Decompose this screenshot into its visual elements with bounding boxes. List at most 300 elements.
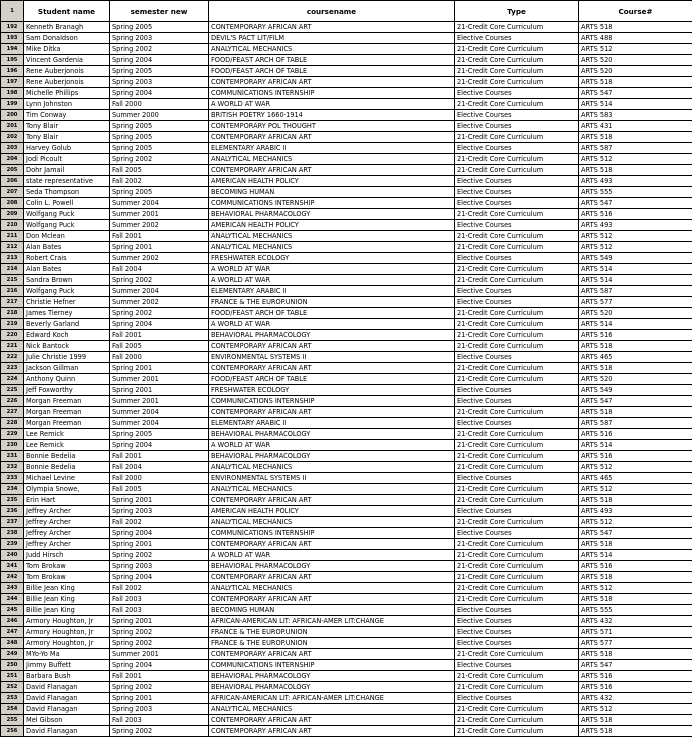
type-cell[interactable]: 21-Credit Core Curriculum [455, 55, 579, 66]
course-number-cell[interactable]: ARTS 512 [579, 517, 692, 528]
type-cell[interactable]: 21-Credit Core Curriculum [455, 22, 579, 33]
coursename-cell[interactable]: ELEMENTARY ARABIC II [209, 286, 455, 297]
coursename-cell[interactable]: CONTEMPORARY AFRICAN ART [209, 572, 455, 583]
semester-cell[interactable]: Spring 2005 [110, 132, 209, 143]
student-name-cell[interactable]: Christie Hefner [24, 297, 110, 308]
type-cell[interactable]: 21-Credit Core Curriculum [455, 671, 579, 682]
course-number-cell[interactable]: ARTS 465 [579, 473, 692, 484]
row-header[interactable]: 230 [1, 440, 24, 451]
type-cell[interactable]: 21-Credit Core Curriculum [455, 649, 579, 660]
type-cell[interactable]: 21-Credit Core Curriculum [455, 275, 579, 286]
course-number-cell[interactable]: ARTS 547 [579, 528, 692, 539]
coursename-cell[interactable]: FRESHWATER ECOLOGY [209, 385, 455, 396]
type-cell[interactable]: 21-Credit Core Curriculum [455, 462, 579, 473]
type-cell[interactable]: Elective Courses [455, 33, 579, 44]
student-name-cell[interactable]: Harvey Golub [24, 143, 110, 154]
semester-cell[interactable]: Spring 2002 [110, 550, 209, 561]
row-header[interactable]: 256 [1, 726, 24, 737]
type-cell[interactable]: 21-Credit Core Curriculum [455, 539, 579, 550]
semester-cell[interactable]: Summer 2001 [110, 209, 209, 220]
row-header[interactable]: 203 [1, 143, 24, 154]
semester-cell[interactable]: Spring 2005 [110, 429, 209, 440]
type-cell[interactable]: 21-Credit Core Curriculum [455, 132, 579, 143]
row-header[interactable]: 235 [1, 495, 24, 506]
student-name-cell[interactable]: Billie Jean King [24, 583, 110, 594]
row-header[interactable]: 194 [1, 44, 24, 55]
row-header[interactable]: 225 [1, 385, 24, 396]
type-cell[interactable]: Elective Courses [455, 660, 579, 671]
coursename-cell[interactable]: ANALYTICAL MECHANICS [209, 242, 455, 253]
row-header[interactable]: 205 [1, 165, 24, 176]
type-cell[interactable]: 21-Credit Core Curriculum [455, 374, 579, 385]
semester-cell[interactable]: Spring 2001 [110, 539, 209, 550]
course-number-cell[interactable]: ARTS 518 [579, 363, 692, 374]
coursename-cell[interactable]: ENVIRONMENTAL SYSTEMS II [209, 473, 455, 484]
row-header[interactable]: 223 [1, 363, 24, 374]
type-cell[interactable]: Elective Courses [455, 528, 579, 539]
course-number-cell[interactable]: ARTS 512 [579, 154, 692, 165]
row-header[interactable]: 215 [1, 275, 24, 286]
coursename-cell[interactable]: FOOD/FEAST ARCH OF TABLE [209, 55, 455, 66]
semester-cell[interactable]: Fall 2004 [110, 264, 209, 275]
student-name-cell[interactable]: Lynn Johnston [24, 99, 110, 110]
semester-cell[interactable]: Fall 2002 [110, 583, 209, 594]
column-header-type[interactable]: Type [455, 1, 579, 22]
type-cell[interactable]: 21-Credit Core Curriculum [455, 209, 579, 220]
type-cell[interactable]: 21-Credit Core Curriculum [455, 726, 579, 737]
coursename-cell[interactable]: FRANCE & THE EUROP.UNION [209, 627, 455, 638]
student-name-cell[interactable]: Wolfgang Puck [24, 286, 110, 297]
course-number-cell[interactable]: ARTS 493 [579, 176, 692, 187]
student-name-cell[interactable]: Armory Houghton, Jr [24, 616, 110, 627]
coursename-cell[interactable]: COMMUNICATIONS INTERNSHIP [209, 396, 455, 407]
student-name-cell[interactable]: Alan Bates [24, 242, 110, 253]
coursename-cell[interactable]: ANALYTICAL MECHANICS [209, 704, 455, 715]
student-name-cell[interactable]: Jeffrey Archer [24, 528, 110, 539]
student-name-cell[interactable]: Dohr Jamail [24, 165, 110, 176]
student-name-cell[interactable]: David Flanagan [24, 726, 110, 737]
semester-cell[interactable]: Spring 2005 [110, 187, 209, 198]
student-name-cell[interactable]: Armory Houghton, Jr [24, 627, 110, 638]
row-header[interactable]: 216 [1, 286, 24, 297]
student-name-cell[interactable]: Kenneth Branagh [24, 22, 110, 33]
student-name-cell[interactable]: Julie Christie 1999 [24, 352, 110, 363]
coursename-cell[interactable]: COMMUNICATIONS INTERNSHIP [209, 88, 455, 99]
student-name-cell[interactable]: Barbara Bush [24, 671, 110, 682]
type-cell[interactable]: Elective Courses [455, 418, 579, 429]
type-cell[interactable]: 21-Credit Core Curriculum [455, 484, 579, 495]
type-cell[interactable]: 21-Credit Core Curriculum [455, 704, 579, 715]
row-header[interactable]: 196 [1, 66, 24, 77]
row-header[interactable]: 250 [1, 660, 24, 671]
student-name-cell[interactable]: Morgan Freeman [24, 418, 110, 429]
course-number-cell[interactable]: ARTS 516 [579, 330, 692, 341]
coursename-cell[interactable]: BECOMING HUMAN [209, 187, 455, 198]
coursename-cell[interactable]: AMERICAN HEALTH POLICY [209, 176, 455, 187]
coursename-cell[interactable]: CONTEMPORARY AFRICAN ART [209, 363, 455, 374]
student-name-cell[interactable]: Jackson Gillman [24, 363, 110, 374]
type-cell[interactable]: 21-Credit Core Curriculum [455, 363, 579, 374]
student-name-cell[interactable]: Don Mclean [24, 231, 110, 242]
row-header[interactable]: 198 [1, 88, 24, 99]
semester-cell[interactable]: Spring 2004 [110, 440, 209, 451]
row-header[interactable]: 211 [1, 231, 24, 242]
student-name-cell[interactable]: Bonnie Bedelia [24, 451, 110, 462]
type-cell[interactable]: 21-Credit Core Curriculum [455, 231, 579, 242]
coursename-cell[interactable]: ANALYTICAL MECHANICS [209, 462, 455, 473]
course-number-cell[interactable]: ARTS 577 [579, 297, 692, 308]
course-number-cell[interactable]: ARTS 516 [579, 682, 692, 693]
type-cell[interactable]: Elective Courses [455, 396, 579, 407]
coursename-cell[interactable]: ANALYTICAL MECHANICS [209, 231, 455, 242]
row-header[interactable]: 204 [1, 154, 24, 165]
type-cell[interactable]: Elective Courses [455, 121, 579, 132]
student-name-cell[interactable]: James Tierney [24, 308, 110, 319]
coursename-cell[interactable]: FRANCE & THE EUROP.UNION [209, 297, 455, 308]
semester-cell[interactable]: Fall 2005 [110, 341, 209, 352]
type-cell[interactable]: Elective Courses [455, 88, 579, 99]
semester-cell[interactable]: Fall 2001 [110, 671, 209, 682]
row-header[interactable]: 247 [1, 627, 24, 638]
semester-cell[interactable]: Spring 2004 [110, 572, 209, 583]
course-number-cell[interactable]: ARTS 547 [579, 396, 692, 407]
coursename-cell[interactable]: AMERICAN HEALTH POLICY [209, 506, 455, 517]
coursename-cell[interactable]: BEHAVIORAL PHARMACOLOGY [209, 682, 455, 693]
course-number-cell[interactable]: ARTS 518 [579, 649, 692, 660]
coursename-cell[interactable]: ELEMENTARY ARABIC II [209, 143, 455, 154]
type-cell[interactable]: Elective Courses [455, 616, 579, 627]
coursename-cell[interactable]: FOOD/FEAST ARCH OF TABLE [209, 374, 455, 385]
row-header[interactable]: 254 [1, 704, 24, 715]
row-header[interactable]: 192 [1, 22, 24, 33]
course-number-cell[interactable]: ARTS 518 [579, 715, 692, 726]
student-name-cell[interactable]: Beverly Garland [24, 319, 110, 330]
row-header[interactable]: 236 [1, 506, 24, 517]
coursename-cell[interactable]: CONTEMPORARY AFRICAN ART [209, 77, 455, 88]
row-header[interactable]: 201 [1, 121, 24, 132]
row-header[interactable]: 220 [1, 330, 24, 341]
course-number-cell[interactable]: ARTS 549 [579, 253, 692, 264]
course-number-cell[interactable]: ARTS 547 [579, 88, 692, 99]
student-name-cell[interactable]: Michelle Phillips [24, 88, 110, 99]
row-header[interactable]: 248 [1, 638, 24, 649]
row-header[interactable]: 210 [1, 220, 24, 231]
student-name-cell[interactable]: David Flanagan [24, 704, 110, 715]
row-header[interactable]: 202 [1, 132, 24, 143]
student-name-cell[interactable]: Armory Houghton, Jr [24, 638, 110, 649]
student-name-cell[interactable]: Morgan Freeman [24, 407, 110, 418]
row-header[interactable]: 233 [1, 473, 24, 484]
coursename-cell[interactable]: ANALYTICAL MECHANICS [209, 44, 455, 55]
course-number-cell[interactable]: ARTS 516 [579, 451, 692, 462]
column-header-student-name[interactable]: Student name [24, 1, 110, 22]
semester-cell[interactable]: Spring 2005 [110, 143, 209, 154]
course-number-cell[interactable]: ARTS 518 [579, 341, 692, 352]
coursename-cell[interactable]: ENVIRONMENTAL SYSTEMS II [209, 352, 455, 363]
row-header[interactable]: 1 [1, 1, 24, 22]
row-header[interactable]: 212 [1, 242, 24, 253]
semester-cell[interactable]: Summer 2004 [110, 198, 209, 209]
course-number-cell[interactable]: ARTS 547 [579, 660, 692, 671]
type-cell[interactable]: 21-Credit Core Curriculum [455, 341, 579, 352]
semester-cell[interactable]: Fall 2002 [110, 176, 209, 187]
course-number-cell[interactable]: ARTS 549 [579, 385, 692, 396]
semester-cell[interactable]: Spring 2001 [110, 495, 209, 506]
semester-cell[interactable]: Spring 2003 [110, 33, 209, 44]
student-name-cell[interactable]: David Flanagan [24, 693, 110, 704]
semester-cell[interactable]: Summer 2000 [110, 110, 209, 121]
student-name-cell[interactable]: MYo-Yo Ma [24, 649, 110, 660]
semester-cell[interactable]: Spring 2003 [110, 506, 209, 517]
course-number-cell[interactable]: ARTS 587 [579, 286, 692, 297]
coursename-cell[interactable]: A WORLD AT WAR [209, 319, 455, 330]
type-cell[interactable]: 21-Credit Core Curriculum [455, 44, 579, 55]
row-header[interactable]: 238 [1, 528, 24, 539]
row-header[interactable]: 232 [1, 462, 24, 473]
student-name-cell[interactable]: Morgan Freeman [24, 396, 110, 407]
column-header-semester[interactable]: semester new [110, 1, 209, 22]
coursename-cell[interactable]: AFRICAN-AMERICAN LIT: AFRICAN-AMER LIT:CHANGE [209, 616, 455, 627]
semester-cell[interactable]: Summer 2004 [110, 407, 209, 418]
row-header[interactable]: 239 [1, 539, 24, 550]
semester-cell[interactable]: Fall 2003 [110, 594, 209, 605]
coursename-cell[interactable]: CONTEMPORARY AFRICAN ART [209, 649, 455, 660]
course-number-cell[interactable]: ARTS 587 [579, 418, 692, 429]
type-cell[interactable]: Elective Courses [455, 187, 579, 198]
type-cell[interactable]: 21-Credit Core Curriculum [455, 330, 579, 341]
student-name-cell[interactable]: Tom Brokaw [24, 572, 110, 583]
student-name-cell[interactable]: Wolfgang Puck [24, 209, 110, 220]
type-cell[interactable]: Elective Courses [455, 143, 579, 154]
row-header[interactable]: 207 [1, 187, 24, 198]
course-number-cell[interactable]: ARTS 587 [579, 143, 692, 154]
type-cell[interactable]: 21-Credit Core Curriculum [455, 561, 579, 572]
coursename-cell[interactable]: FRANCE & THE EUROP.UNION [209, 638, 455, 649]
semester-cell[interactable]: Summer 2001 [110, 396, 209, 407]
coursename-cell[interactable]: COMMUNICATIONS INTERNSHIP [209, 660, 455, 671]
course-number-cell[interactable]: ARTS 516 [579, 209, 692, 220]
student-name-cell[interactable]: Jodi Picoult [24, 154, 110, 165]
course-number-cell[interactable]: ARTS 518 [579, 594, 692, 605]
student-name-cell[interactable]: Jimmy Buffett [24, 660, 110, 671]
type-cell[interactable]: 21-Credit Core Curriculum [455, 407, 579, 418]
semester-cell[interactable]: Summer 2002 [110, 220, 209, 231]
student-name-cell[interactable]: Nick Bantock [24, 341, 110, 352]
semester-cell[interactable]: Spring 2001 [110, 693, 209, 704]
coursename-cell[interactable]: A WORLD AT WAR [209, 440, 455, 451]
student-name-cell[interactable]: Robert Crais [24, 253, 110, 264]
type-cell[interactable]: Elective Courses [455, 198, 579, 209]
type-cell[interactable]: 21-Credit Core Curriculum [455, 594, 579, 605]
student-name-cell[interactable]: Wolfgang Puck [24, 220, 110, 231]
semester-cell[interactable]: Spring 2002 [110, 275, 209, 286]
row-header[interactable]: 227 [1, 407, 24, 418]
student-name-cell[interactable]: Alan Bates [24, 264, 110, 275]
row-header[interactable]: 244 [1, 594, 24, 605]
row-header[interactable]: 213 [1, 253, 24, 264]
type-cell[interactable]: Elective Courses [455, 473, 579, 484]
course-number-cell[interactable]: ARTS 583 [579, 110, 692, 121]
semester-cell[interactable]: Spring 2004 [110, 55, 209, 66]
semester-cell[interactable]: Summer 2004 [110, 418, 209, 429]
course-number-cell[interactable]: ARTS 512 [579, 44, 692, 55]
semester-cell[interactable]: Summer 2004 [110, 286, 209, 297]
course-number-cell[interactable]: ARTS 571 [579, 627, 692, 638]
row-header[interactable]: 222 [1, 352, 24, 363]
type-cell[interactable]: Elective Courses [455, 693, 579, 704]
type-cell[interactable]: 21-Credit Core Curriculum [455, 451, 579, 462]
course-number-cell[interactable]: ARTS 516 [579, 429, 692, 440]
student-name-cell[interactable]: Erin Hart [24, 495, 110, 506]
coursename-cell[interactable]: AMERICAN HEALTH POLICY [209, 220, 455, 231]
semester-cell[interactable]: Spring 2004 [110, 528, 209, 539]
course-number-cell[interactable]: ARTS 518 [579, 165, 692, 176]
coursename-cell[interactable]: CONTEMPORARY AFRICAN ART [209, 407, 455, 418]
student-name-cell[interactable]: Tony Blair [24, 121, 110, 132]
coursename-cell[interactable]: CONTEMPORARY AFRICAN ART [209, 22, 455, 33]
student-name-cell[interactable]: Edward Koch [24, 330, 110, 341]
course-number-cell[interactable]: ARTS 493 [579, 220, 692, 231]
semester-cell[interactable]: Spring 2002 [110, 638, 209, 649]
semester-cell[interactable]: Summer 2001 [110, 649, 209, 660]
semester-cell[interactable]: Spring 2004 [110, 319, 209, 330]
type-cell[interactable]: Elective Courses [455, 253, 579, 264]
coursename-cell[interactable]: ANALYTICAL MECHANICS [209, 517, 455, 528]
course-number-cell[interactable]: ARTS 514 [579, 319, 692, 330]
coursename-cell[interactable]: A WORLD AT WAR [209, 275, 455, 286]
row-header[interactable]: 224 [1, 374, 24, 385]
course-number-cell[interactable]: ARTS 520 [579, 55, 692, 66]
coursename-cell[interactable]: CONTEMPORARY AFRICAN ART [209, 165, 455, 176]
coursename-cell[interactable]: CONTEMPORARY AFRICAN ART [209, 539, 455, 550]
student-name-cell[interactable]: Seda Thompson [24, 187, 110, 198]
row-header[interactable]: 231 [1, 451, 24, 462]
row-header[interactable]: 219 [1, 319, 24, 330]
coursename-cell[interactable]: ANALYTICAL MECHANICS [209, 484, 455, 495]
semester-cell[interactable]: Fall 2002 [110, 517, 209, 528]
semester-cell[interactable]: Fall 2001 [110, 451, 209, 462]
course-number-cell[interactable]: ARTS 516 [579, 671, 692, 682]
row-header[interactable]: 221 [1, 341, 24, 352]
type-cell[interactable]: 21-Credit Core Curriculum [455, 517, 579, 528]
row-header[interactable]: 234 [1, 484, 24, 495]
course-number-cell[interactable]: ARTS 514 [579, 440, 692, 451]
course-number-cell[interactable]: ARTS 518 [579, 77, 692, 88]
student-name-cell[interactable]: state representative [24, 176, 110, 187]
type-cell[interactable]: 21-Credit Core Curriculum [455, 429, 579, 440]
row-header[interactable]: 226 [1, 396, 24, 407]
type-cell[interactable]: 21-Credit Core Curriculum [455, 99, 579, 110]
course-number-cell[interactable]: ARTS 512 [579, 242, 692, 253]
course-number-cell[interactable]: ARTS 465 [579, 352, 692, 363]
semester-cell[interactable]: Fall 2004 [110, 462, 209, 473]
row-header[interactable]: 199 [1, 99, 24, 110]
type-cell[interactable]: 21-Credit Core Curriculum [455, 154, 579, 165]
student-name-cell[interactable]: Lee Remick [24, 440, 110, 451]
course-number-cell[interactable]: ARTS 512 [579, 484, 692, 495]
semester-cell[interactable]: Spring 2002 [110, 308, 209, 319]
row-header[interactable]: 237 [1, 517, 24, 528]
course-number-cell[interactable]: ARTS 488 [579, 33, 692, 44]
row-header[interactable]: 208 [1, 198, 24, 209]
coursename-cell[interactable]: A WORLD AT WAR [209, 99, 455, 110]
row-header[interactable]: 240 [1, 550, 24, 561]
course-number-cell[interactable]: ARTS 520 [579, 374, 692, 385]
semester-cell[interactable]: Spring 2005 [110, 66, 209, 77]
student-name-cell[interactable]: Michael Levine [24, 473, 110, 484]
semester-cell[interactable]: Fall 2001 [110, 330, 209, 341]
row-header[interactable]: 229 [1, 429, 24, 440]
coursename-cell[interactable]: BEHAVIORAL PHARMACOLOGY [209, 561, 455, 572]
student-name-cell[interactable]: Olympia Snowe, [24, 484, 110, 495]
coursename-cell[interactable]: CONTEMPORARY AFRICAN ART [209, 715, 455, 726]
coursename-cell[interactable]: A WORLD AT WAR [209, 550, 455, 561]
row-header[interactable]: 245 [1, 605, 24, 616]
semester-cell[interactable]: Fall 2005 [110, 165, 209, 176]
course-number-cell[interactable]: ARTS 432 [579, 693, 692, 704]
course-number-cell[interactable]: ARTS 520 [579, 66, 692, 77]
course-number-cell[interactable]: ARTS 547 [579, 198, 692, 209]
coursename-cell[interactable]: FOOD/FEAST ARCH OF TABLE [209, 66, 455, 77]
coursename-cell[interactable]: CONTEMPORARY AFRICAN ART [209, 132, 455, 143]
semester-cell[interactable]: Spring 2001 [110, 363, 209, 374]
course-number-cell[interactable]: ARTS 555 [579, 605, 692, 616]
course-number-cell[interactable]: ARTS 512 [579, 231, 692, 242]
semester-cell[interactable]: Spring 2002 [110, 726, 209, 737]
student-name-cell[interactable]: Tom Brokaw [24, 561, 110, 572]
type-cell[interactable]: 21-Credit Core Curriculum [455, 682, 579, 693]
type-cell[interactable]: Elective Courses [455, 110, 579, 121]
row-header[interactable]: 249 [1, 649, 24, 660]
coursename-cell[interactable]: BRITISH POETRY 1660-1914 [209, 110, 455, 121]
semester-cell[interactable]: Spring 2001 [110, 616, 209, 627]
course-number-cell[interactable]: ARTS 512 [579, 462, 692, 473]
course-number-cell[interactable]: ARTS 518 [579, 22, 692, 33]
coursename-cell[interactable]: AFRICAN-AMERICAN LIT: AFRICAN-AMER LIT:CHANGE [209, 693, 455, 704]
semester-cell[interactable]: Spring 2004 [110, 660, 209, 671]
coursename-cell[interactable]: DEVIL'S PACT LIT/FILM [209, 33, 455, 44]
student-name-cell[interactable]: David Flanagan [24, 682, 110, 693]
type-cell[interactable]: Elective Courses [455, 286, 579, 297]
student-name-cell[interactable]: Jeffrey Archer [24, 506, 110, 517]
course-number-cell[interactable]: ARTS 514 [579, 550, 692, 561]
type-cell[interactable]: Elective Courses [455, 220, 579, 231]
coursename-cell[interactable]: A WORLD AT WAR [209, 264, 455, 275]
student-name-cell[interactable]: Colin L. Powell [24, 198, 110, 209]
student-name-cell[interactable]: Tony Blair [24, 132, 110, 143]
semester-cell[interactable]: Spring 2003 [110, 561, 209, 572]
row-header[interactable]: 195 [1, 55, 24, 66]
coursename-cell[interactable]: FRESHWATER ECOLOGY [209, 253, 455, 264]
course-number-cell[interactable]: ARTS 518 [579, 407, 692, 418]
column-header-coursename[interactable]: coursename [209, 1, 455, 22]
row-header[interactable]: 218 [1, 308, 24, 319]
type-cell[interactable]: 21-Credit Core Curriculum [455, 264, 579, 275]
row-header[interactable]: 214 [1, 264, 24, 275]
coursename-cell[interactable]: FOOD/FEAST ARCH OF TABLE [209, 308, 455, 319]
coursename-cell[interactable]: BECOMING HUMAN [209, 605, 455, 616]
coursename-cell[interactable]: ANALYTICAL MECHANICS [209, 583, 455, 594]
semester-cell[interactable]: Spring 2002 [110, 154, 209, 165]
coursename-cell[interactable]: BEHAVIORAL PHARMACOLOGY [209, 429, 455, 440]
coursename-cell[interactable]: COMMUNICATIONS INTERNSHIP [209, 528, 455, 539]
student-name-cell[interactable]: Sandra Brown [24, 275, 110, 286]
semester-cell[interactable]: Spring 2001 [110, 385, 209, 396]
student-name-cell[interactable]: Tim Conway [24, 110, 110, 121]
semester-cell[interactable]: Fall 2001 [110, 231, 209, 242]
student-name-cell[interactable]: Lee Remick [24, 429, 110, 440]
coursename-cell[interactable]: BEHAVIORAL PHARMACOLOGY [209, 330, 455, 341]
